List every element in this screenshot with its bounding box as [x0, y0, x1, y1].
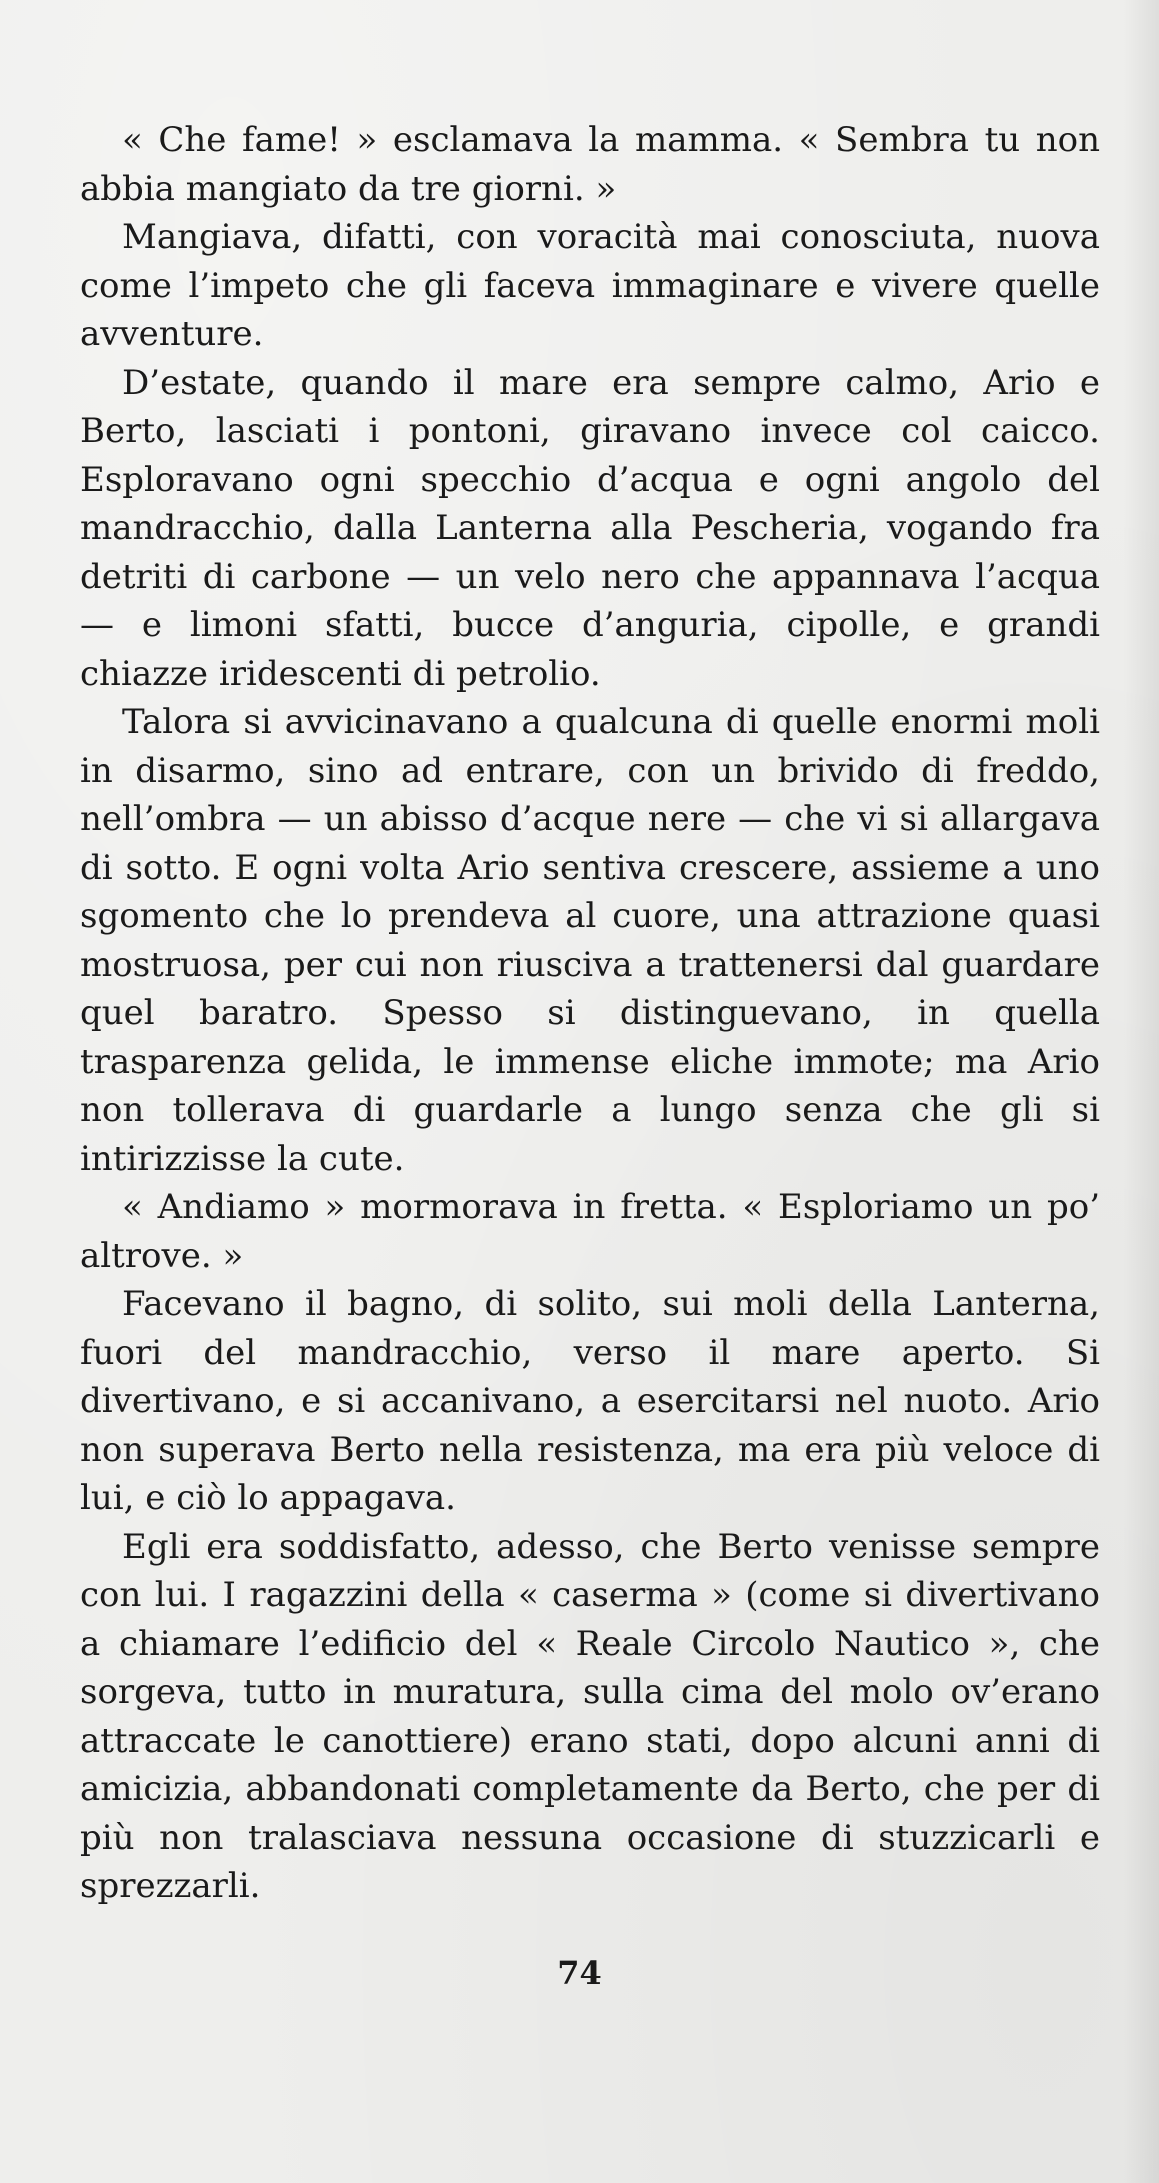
page-number: 74: [557, 1954, 602, 1992]
body-text: [80, 116, 1100, 1911]
paragraph-4: Talora si avvicinavano a qualcuna di quelle enormi moli in disarmo, sino ad entrare, con un brivido di freddo, nell’ombra — un abisso d’acque nere — che vi si allargava di sotto. E ogni volta Ario sentiva crescere, assieme a uno sgomento che lo prendeva al cuore, una attrazione quasi mostruosa, per cui non riusciva a trattenersi dal guardare quel baratro. Spesso si distinguevano, in quella trasparenza gelida, le immense eliche immote; ma Ario non tollerava di guardarle a lungo senza che gli si intirizzisse la cute.: [80, 702, 1100, 1179]
paragraph-3: D’estate, quando il mare era sempre calmo, Ario e Berto, lasciati i pontoni, giravano invece col caicco. Esploravano ogni specchio d’acqua e ogni angolo del mandracchio, dalla Lanterna alla Pescheria, vogando fra detriti di carbone — un velo nero che appannava l’acqua — e limoni sfatti, bucce d’anguria, cipolle, e grandi chiazze iridescenti di petrolio.: [80, 362, 1100, 694]
page-edge-shadow: [1123, 0, 1159, 2183]
paragraph-2: Mangiava, difatti, con voracità mai conosciuta, nuova come l’impeto che gli faceva immaginare e vivere quelle avventure.: [80, 217, 1100, 354]
paragraph-1: « Che fame! » esclamava la mamma. « Sembra tu non abbia mangiato da tre giorni. »: [80, 120, 1100, 209]
paragraph-7: Egli era soddisfatto, adesso, che Berto venisse sempre con lui. I ragazzini della « caserma » (come si divertivano a chiamare l’edificio del « Reale Circolo Nautico », che sorgeva, tutto in muratura, sulla cima del molo ov’erano attraccate le canottiere) erano stati, dopo alcuni anni di amicizia, abbandonati completamente da Berto, che per di più non tralasciava nessuna occasione di stuzzicarli e sprezzarli.: [80, 1526, 1100, 1906]
paragraph-5: « Andiamo » mormorava in fretta. « Esploriamo un po’ altrove. »: [80, 1187, 1100, 1276]
paragraph-6: Facevano il bagno, di solito, sui moli della Lanterna, fuori del mandracchio, verso il mare aperto. Si divertivano, e si accanivano, a esercitarsi nel nuoto. Ario non superava Berto nella resistenza, ma era più veloce di lui, e ciò lo appagava.: [80, 1284, 1100, 1518]
